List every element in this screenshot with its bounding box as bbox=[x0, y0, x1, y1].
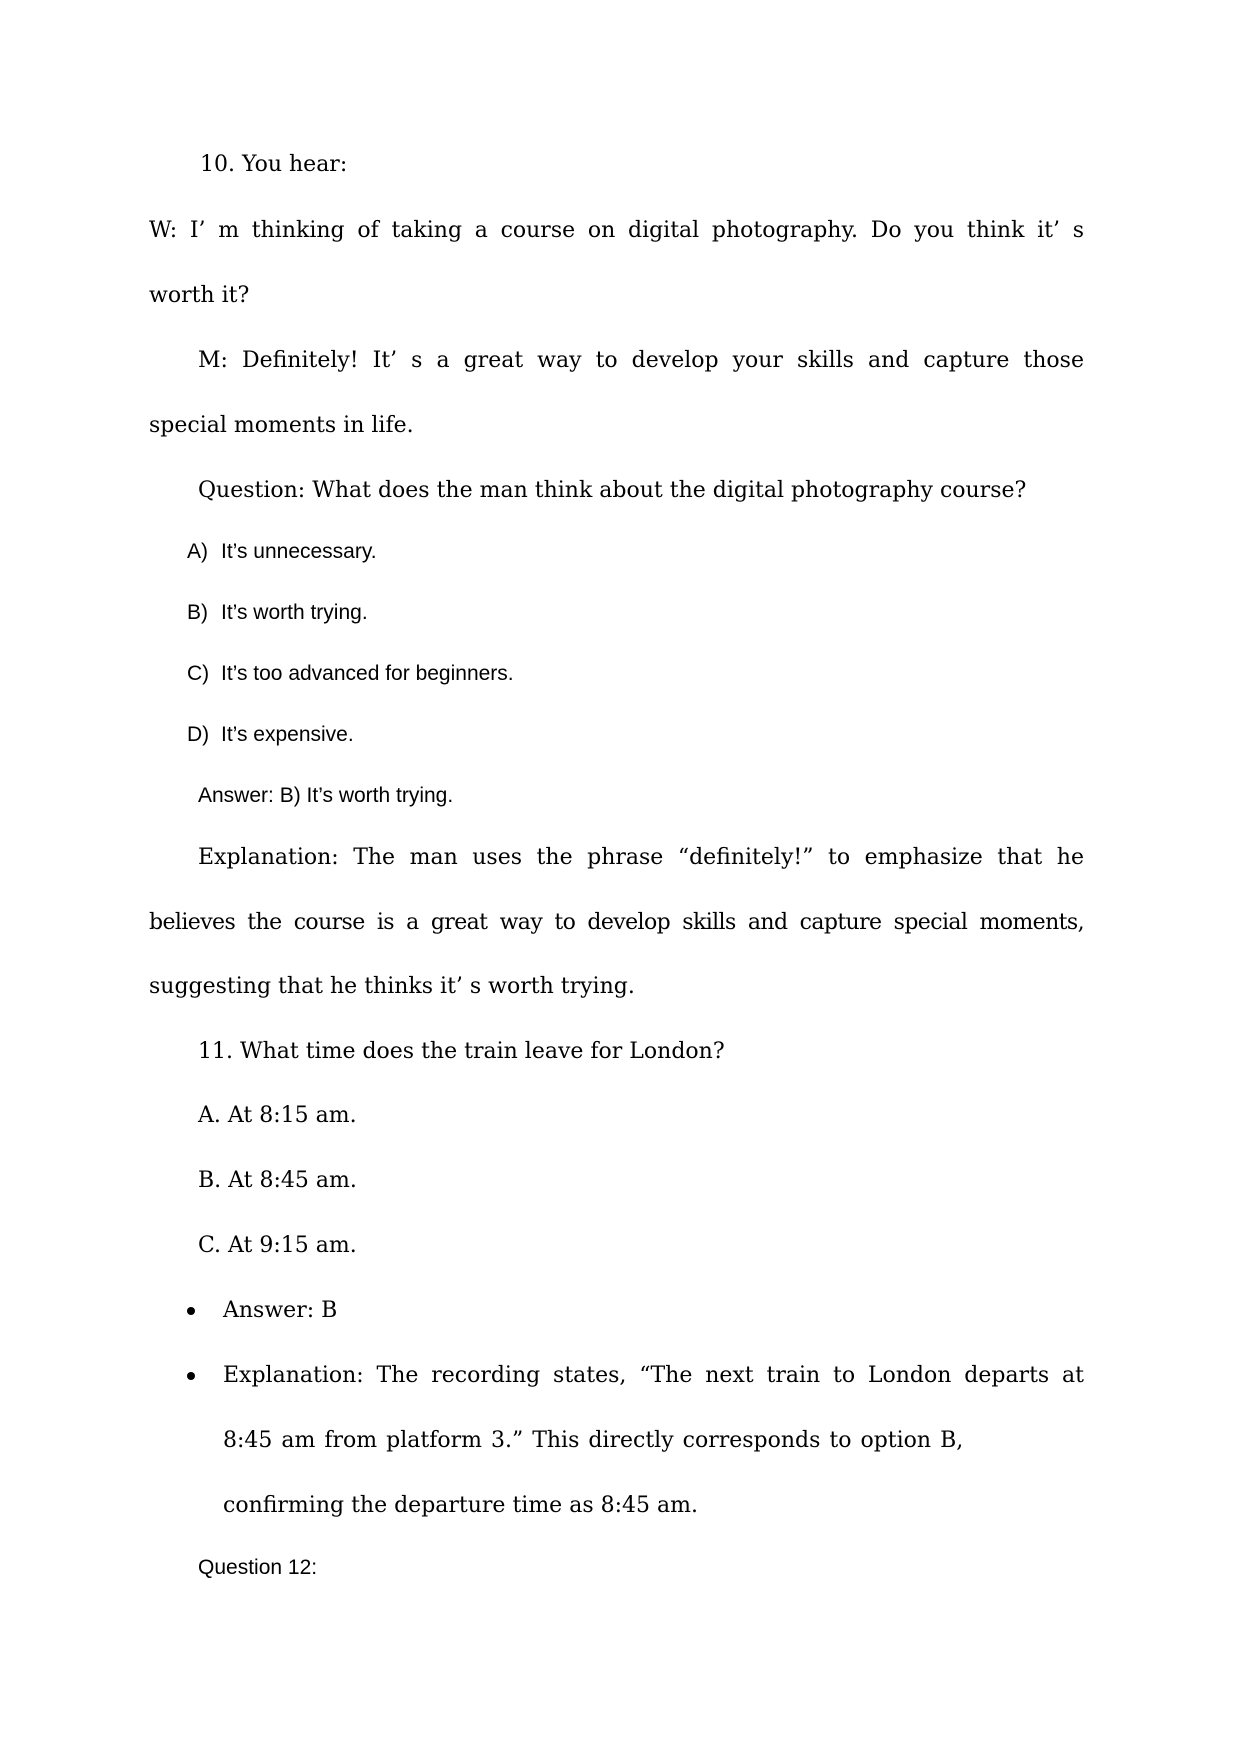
q11-explanation-line-1: Explanation: The recording states, “The next train to London departs at bbox=[223, 1363, 1084, 1388]
q11-explanation-line-2: 8:45 am from platform 3.” This directly corresponds to option B, bbox=[223, 1428, 964, 1453]
q12-heading: Question 12: bbox=[198, 1556, 318, 1579]
q11-answer: Answer: B bbox=[223, 1298, 338, 1323]
option-text: It’s expensive. bbox=[221, 723, 354, 746]
q11-option-b: B. At 8:45 am. bbox=[198, 1168, 357, 1193]
q11-option-c: C. At 9:15 am. bbox=[198, 1233, 357, 1258]
q10-explanation-line-3: suggesting that he thinks it’ s worth trying. bbox=[149, 974, 635, 999]
bullet-icon bbox=[187, 1307, 195, 1315]
q10-explanation-line-1: Explanation: The man uses the phrase “definitely!” to emphasize that he bbox=[198, 845, 1084, 870]
dialogue-man-line-2: special moments in life. bbox=[149, 413, 414, 438]
q10-heading: 10. You hear: bbox=[200, 152, 348, 177]
q10-explanation-line-2: believes the course is a great way to develop skills and capture special moments, bbox=[149, 910, 1084, 935]
option-text: It’s unnecessary. bbox=[221, 540, 377, 563]
q10-question: Question: What does the man think about the digital photography course? bbox=[198, 478, 1027, 503]
q10-option-d bbox=[187, 720, 354, 750]
dialogue-woman-line-1: W: I’ m thinking of taking a course on digital photography. Do you think it’ s bbox=[149, 218, 1084, 243]
dialogue-woman-line-2: worth it? bbox=[149, 283, 250, 308]
dialogue-man-line-1: M: Definitely! It’ s a great way to develop your skills and capture those bbox=[198, 348, 1084, 373]
option-letter: B) bbox=[187, 601, 208, 624]
bullet-icon bbox=[187, 1372, 195, 1380]
q11-question: 11. What time does the train leave for London? bbox=[198, 1039, 725, 1064]
option-letter: D) bbox=[187, 723, 210, 746]
q10-option-c bbox=[187, 659, 514, 689]
option-letter: C) bbox=[187, 662, 210, 685]
q10-option-b bbox=[187, 598, 368, 628]
q10-answer: Answer: B) It’s worth trying. bbox=[198, 784, 454, 807]
q10-option-a bbox=[187, 537, 377, 567]
q11-option-a: A. At 8:15 am. bbox=[198, 1103, 357, 1128]
option-letter: A) bbox=[187, 540, 208, 563]
option-text: It’s worth trying. bbox=[221, 601, 368, 624]
option-text: It’s too advanced for beginners. bbox=[221, 662, 514, 685]
q11-explanation-line-3: confirming the departure time as 8:45 am. bbox=[223, 1493, 698, 1518]
